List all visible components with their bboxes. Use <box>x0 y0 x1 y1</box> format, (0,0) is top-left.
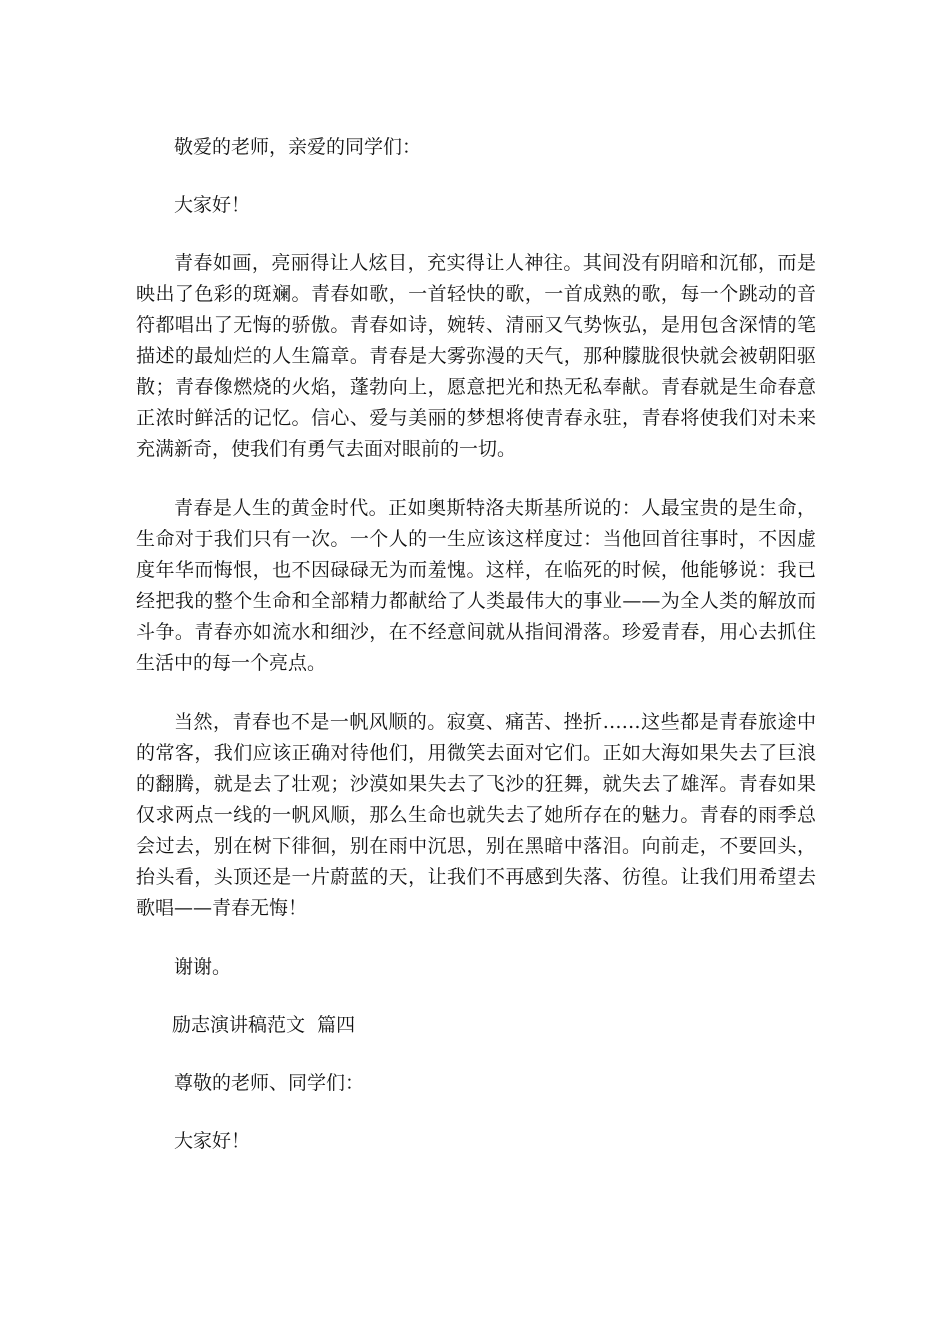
document-page <box>136 132 816 1184</box>
thanks-line: 谢谢。 <box>174 956 232 978</box>
greeting-line: 敬爱的老师，亲爱的同学们： <box>174 136 422 158</box>
section-heading: 励志演讲稿范文 篇四 <box>172 1014 356 1036</box>
body-paragraph: 青春如画，亮丽得让人炫目，充实得让人神往。其间没有阴暗和沉郁，而是映出了色彩的斑斓。青春如歌，一首轻快的歌，一首成熟的歌，每一个跳动的音符都唱出了无悔的骄傲。青春如诗，婉转、清丽又气势恢弘，是用包含深情的笔描述的最灿烂的人生篇章。青春是大雾弥漫的天气，那种朦胧很快就会被朝阳驱散；青春像燃烧的火焰，蓬勃向上，愿意把光和热无私奉献。青春就是生命春意正浓时鲜活的记忆。信心、爱与美丽的梦想将使青春永驻，青春将使我们对未来充满新奇，使我们有勇气去面对眼前的一切。 <box>136 252 816 460</box>
greeting-line: 尊敬的老师、同学们： <box>174 1072 365 1094</box>
body-paragraph: 青春是人生的黄金时代。正如奥斯特洛夫斯基所说的：人最宝贵的是生命，生命对于我们只有一次。一个人的一生应该这样度过：当他回首往事时，不因虚度年华而悔恨，也不因碌碌无为而羞愧。这样，在临死的时候，他能够说：我已经把我的整个生命和全部精力都献给了人类最伟大的事业——为全人类的解放而斗争。青春亦如流水和细沙，在不经意间就从指间滑落。珍爱青春，用心去抓住生活中的每一个亮点。 <box>136 497 816 674</box>
hello-line: 大家好！ <box>174 194 251 216</box>
body-paragraph: 当然，青春也不是一帆风顺的。寂寞、痛苦、挫折……这些都是青春旅途中的常客，我们应该正确对待他们，用微笑去面对它们。正如大海如果失去了巨浪的翻腾，就是去了壮观；沙漠如果失去了飞沙的狂舞，就失去了雄浑。青春如果仅求两点一线的一帆风顺，那么生命也就失去了她所存在的魅力。青春的雨季总会过去，别在树下徘徊，别在雨中沉思，别在黑暗中落泪。向前走，不要回头，抬头看，头顶还是一片蔚蓝的天，让我们不再感到失落、彷徨。让我们用希望去歌唱——青春无悔！ <box>136 711 816 919</box>
hello-line: 大家好！ <box>174 1130 251 1152</box>
